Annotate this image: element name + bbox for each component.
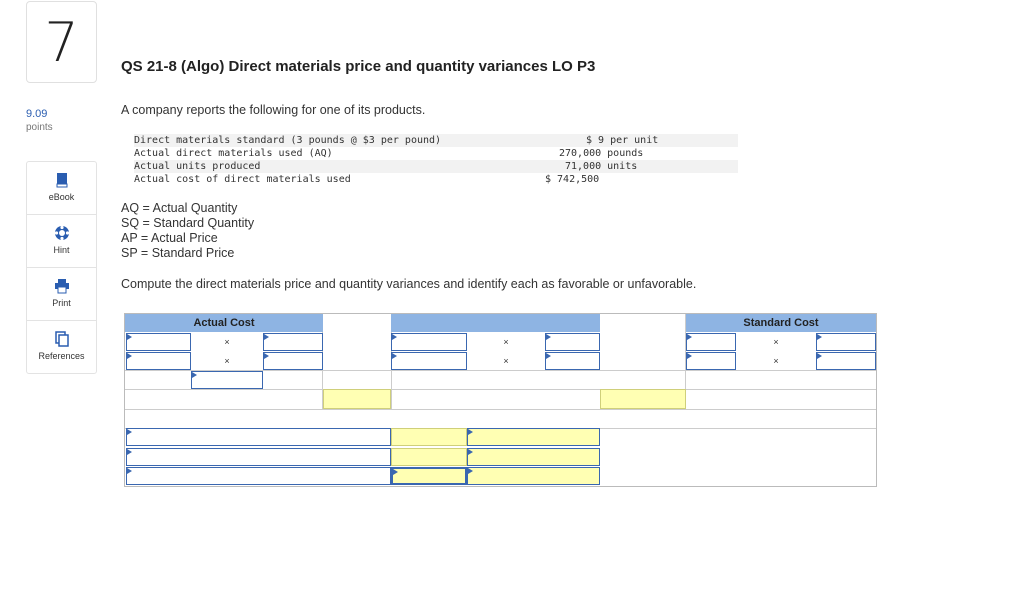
given-row <box>134 160 738 173</box>
divider <box>125 409 876 410</box>
times-symbol: × <box>773 337 779 347</box>
given-data-table <box>134 134 738 186</box>
variance-cell-left <box>323 389 391 409</box>
standard-cost-header: Standard Cost <box>686 314 876 332</box>
middle-aq-input-2[interactable] <box>391 352 467 370</box>
printer-icon <box>54 278 70 294</box>
times-symbol: × <box>503 356 509 366</box>
sidebar-item-print[interactable] <box>26 267 97 320</box>
given-row <box>134 134 738 147</box>
given-value: $ 9 per unit <box>586 135 659 146</box>
given-value: 270,000 pounds <box>559 148 644 159</box>
instruction-text: Compute the direct materials price and quantity variances and identify each as favorable or unfavorable. <box>121 277 697 291</box>
points-label: points <box>26 122 53 133</box>
price-variance-amount-cell <box>391 428 467 446</box>
actual-aq-input[interactable] <box>126 333 191 351</box>
middle-aq-input[interactable] <box>391 333 467 351</box>
sidebar-item-label: References <box>38 351 85 361</box>
times-symbol: × <box>503 337 509 347</box>
price-variance-label-input[interactable] <box>126 428 391 446</box>
sidebar-item-ebook[interactable] <box>26 162 97 214</box>
given-value: 71,000 units <box>565 161 638 172</box>
quantity-variance-type-select[interactable] <box>467 448 600 466</box>
question-number-box <box>26 1 97 83</box>
standard-sq-input[interactable] <box>686 333 736 351</box>
question-title: QS 21-8 (Algo) Direct materials price and quantity variances LO P3 <box>121 58 596 75</box>
given-label: Actual direct materials used (AQ) <box>134 148 333 159</box>
price-variance-type-select[interactable] <box>467 428 600 446</box>
standard-sp-input-2[interactable] <box>816 352 876 370</box>
abbreviation-item: AP = Actual Price <box>121 231 218 245</box>
book-icon <box>54 172 70 188</box>
middle-header <box>391 314 600 332</box>
actual-ap-input[interactable] <box>263 333 323 351</box>
variance-cell-right <box>600 389 686 409</box>
sidebar-item-label: eBook <box>48 192 75 202</box>
standard-sp-input[interactable] <box>816 333 876 351</box>
divider <box>125 389 876 390</box>
total-variance-type-select[interactable] <box>467 467 600 485</box>
sidebar-item-label: Hint <box>53 245 70 255</box>
actual-ap-input-2[interactable] <box>263 352 323 370</box>
given-row <box>134 147 738 160</box>
actual-aq-input-2[interactable] <box>126 352 191 370</box>
middle-sp-input-2[interactable] <box>545 352 600 370</box>
variance-worksheet <box>124 313 877 487</box>
times-symbol: × <box>224 337 230 347</box>
abbreviations-list <box>121 201 254 261</box>
times-symbol: × <box>224 356 230 366</box>
total-variance-amount-input[interactable] <box>391 467 467 485</box>
points-display <box>26 108 53 133</box>
given-value: $ 742,500 <box>545 174 600 185</box>
times-symbol: × <box>773 356 779 366</box>
actual-cost-header: Actual Cost <box>125 314 323 332</box>
actual-cost-total-input[interactable] <box>191 371 263 389</box>
abbreviation-item: AQ = Actual Quantity <box>121 201 238 215</box>
given-label: Actual cost of direct materials used <box>134 174 351 185</box>
given-label: Actual units produced <box>134 161 261 172</box>
middle-sp-input[interactable] <box>545 333 600 351</box>
abbreviation-item: SQ = Standard Quantity <box>121 216 255 230</box>
standard-sq-input-2[interactable] <box>686 352 736 370</box>
given-row <box>134 173 738 186</box>
question-number: 7 <box>44 10 79 74</box>
quantity-variance-amount-cell <box>391 448 467 466</box>
lifebuoy-icon <box>54 225 70 241</box>
given-label: Direct materials standard (3 pounds @ $3 per pound) <box>134 135 442 146</box>
points-value: 9.09 <box>26 108 48 120</box>
sidebar-item-label: Print <box>52 298 71 308</box>
documents-icon <box>54 331 70 347</box>
sidebar-item-hint[interactable] <box>26 214 97 267</box>
abbreviation-item: SP = Standard Price <box>121 246 235 260</box>
question-intro: A company reports the following for one of its products. <box>121 103 426 117</box>
quantity-variance-label-input[interactable] <box>126 448 391 466</box>
sidebar-item-references[interactable] <box>26 320 97 373</box>
total-variance-label-input[interactable] <box>126 467 391 485</box>
